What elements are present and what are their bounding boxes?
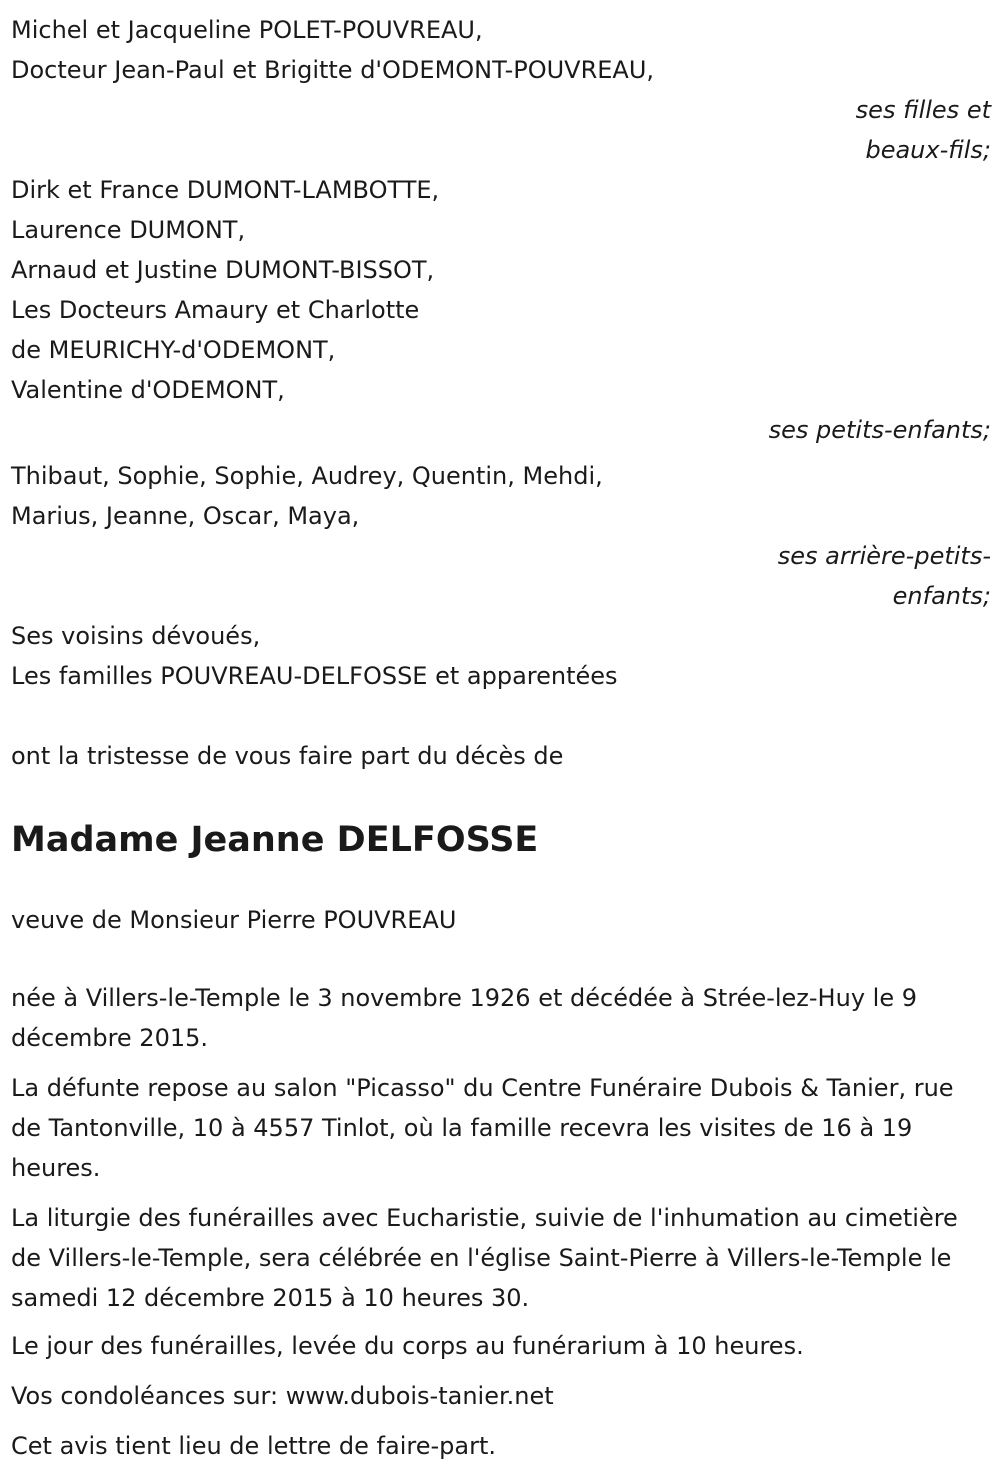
announcement-text: ont la tristesse de vous faire part du décès de [11,742,564,770]
family-line: Marius, Jeanne, Oscar, Maya, [11,502,360,530]
family-line: Valentine d'ODEMONT, [11,376,285,404]
family-group-great-grandchildren [11,456,991,616]
family-line: Les familles POUVREAU-DELFOSSE et apparentées [11,662,618,690]
relation-label: beaux-fils; [865,136,991,164]
relation-label: ses filles et [855,96,991,124]
family-group-children [11,10,991,170]
relation-label: ses arrière-petits- [777,542,991,570]
condolences-paragraph: Vos condoléances sur: www.dubois-tanier.net [11,1382,554,1410]
relation-label: enfants; [892,582,991,610]
funeral-paragraph: La liturgie des funérailles avec Eucharistie, suivie de l'inhumation au cimetière de Villers-le-Temple, sera célébrée en l'église Saint-Pierre à Villers-le-Temple le samedi 12 décembre 2015 à 10 heures 30. [11,1204,958,1312]
family-line: Dirk et France DUMONT-LAMBOTTE, [11,176,440,204]
family-line: Laurence DUMONT, [11,216,246,244]
family-line: Ses voisins dévoués, [11,622,261,650]
body-removal-paragraph: Le jour des funérailles, levée du corps au funérarium à 10 heures. [11,1332,804,1360]
family-group-others [11,616,991,696]
visitation-paragraph: La défunte repose au salon "Picasso" du Centre Funéraire Dubois & Tanier, rue de Tantonville, 10 à 4557 Tinlot, où la famille recevra les visites de 16 à 19 heures. [11,1074,954,1182]
notice-paragraph: Cet avis tient lieu de lettre de faire-part. [11,1432,496,1460]
family-line: de MEURICHY-d'ODEMONT, [11,336,336,364]
widow-text: veuve de Monsieur Pierre POUVREAU [11,906,457,934]
details-section [11,978,991,1466]
family-line: Les Docteurs Amaury et Charlotte [11,296,420,324]
family-line: Thibaut, Sophie, Sophie, Audrey, Quentin, Mehdi, [11,462,603,490]
deceased-name: Madame Jeanne DELFOSSE [11,820,539,860]
family-line: Michel et Jacqueline POLET-POUVREAU, [11,16,483,44]
birth-death-paragraph: née à Villers-le-Temple le 3 novembre 1926 et décédée à Strée-lez-Huy le 9 décembre 2015. [11,984,917,1052]
family-line: Arnaud et Justine DUMONT-BISSOT, [11,256,435,284]
family-line: Docteur Jean-Paul et Brigitte d'ODEMONT-POUVREAU, [11,56,655,84]
family-group-grandchildren [11,170,991,450]
obituary-notice [11,10,991,1466]
relation-label: ses petits-enfants; [768,416,991,444]
